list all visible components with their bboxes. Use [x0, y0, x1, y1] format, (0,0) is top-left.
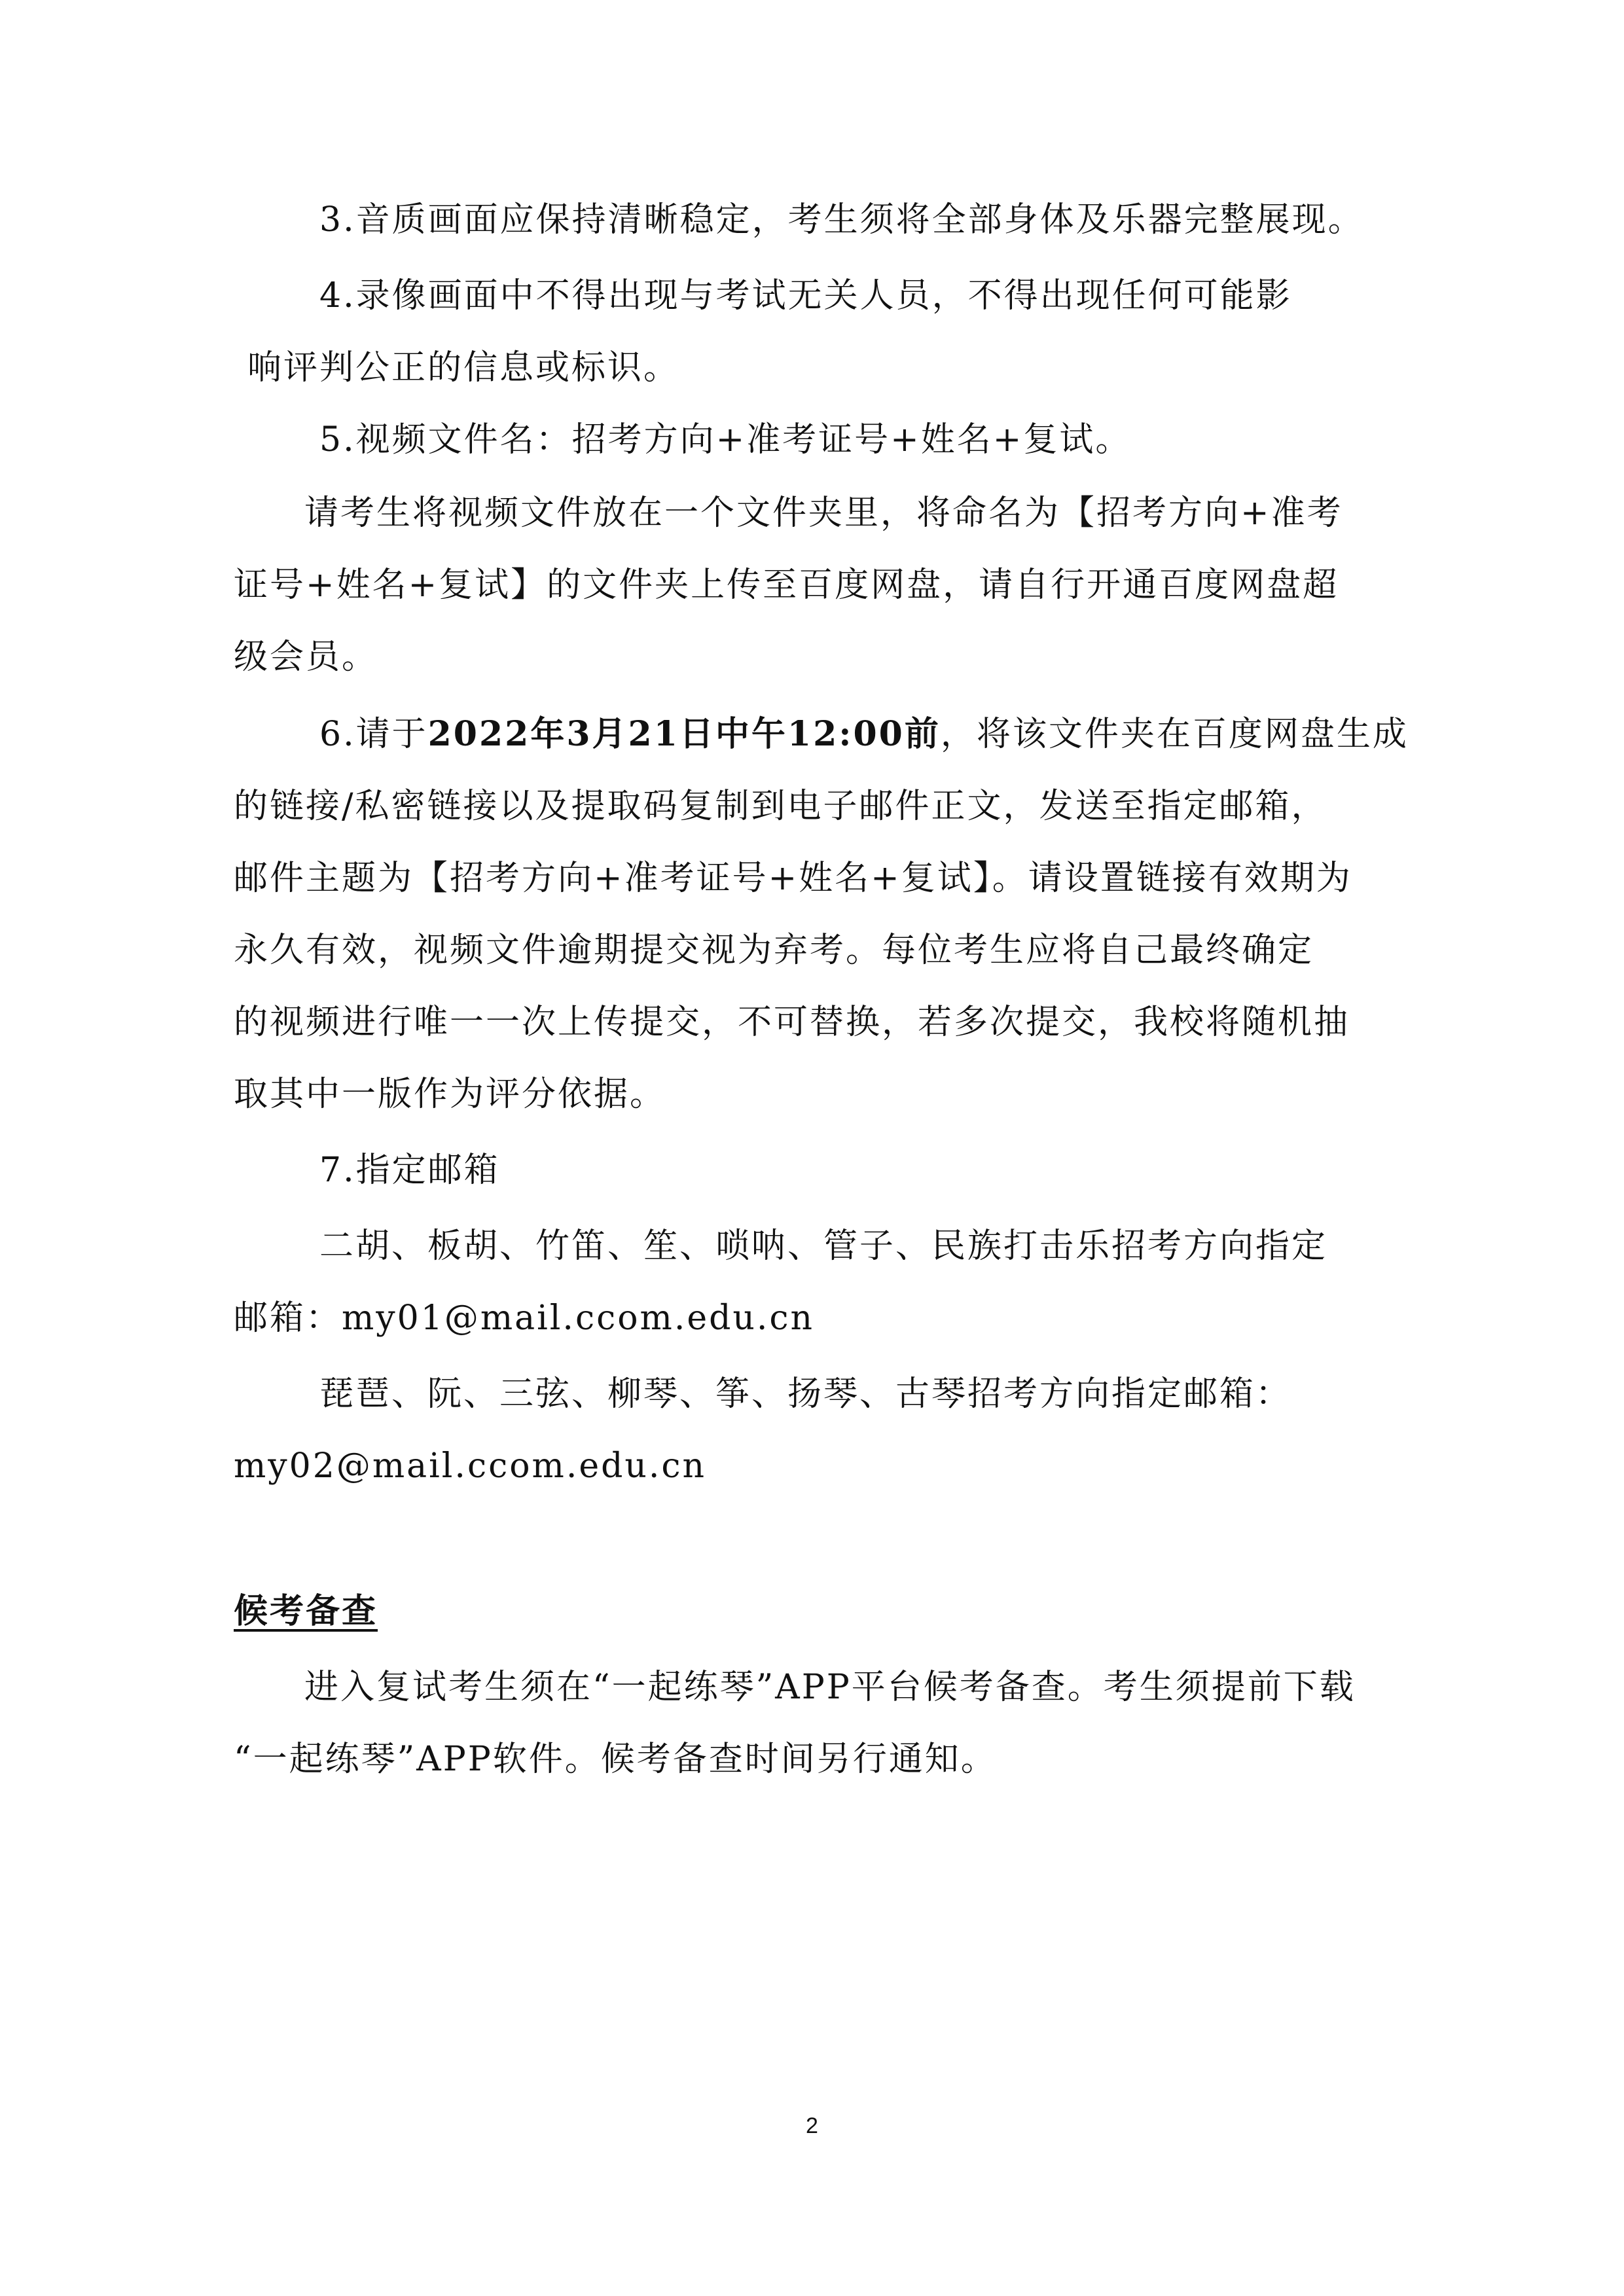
item-6-line-3: 邮件主题为【招考方向+准考证号+姓名+复试】。请设置链接有效期为 [234, 859, 1352, 898]
item-6-line-1 [319, 713, 1409, 755]
item-6-line-2: 的链接/私密链接以及提取码复制到电子邮件正文，发送至指定邮箱， [234, 787, 1327, 826]
item-4-line-2: 响评判公正的信息或标识。 [247, 348, 680, 387]
section-paragraph-line-2: “一起练琴”APP软件。候考备查时间另行通知。 [234, 1740, 997, 1779]
item-7-text: 7.指定邮箱 [319, 1151, 500, 1190]
item-5-text: 5.视频文件名：招考方向+准考证号+姓名+复试。 [319, 420, 1132, 459]
folder-instruction-line-1: 请考生将视频文件放在一个文件夹里，将命名为【招考方向+准考 [304, 493, 1343, 533]
item-6-line-4: 永久有效，视频文件逾期提交视为弃考。每位考生应将自己最终确定 [234, 931, 1314, 970]
item-6-prefix: 6.请于 [319, 715, 428, 754]
item-6-line-6: 取其中一版作为评分依据。 [234, 1075, 666, 1114]
folder-instruction-line-2: 证号+姓名+复试】的文件夹上传至百度网盘，请自行开通百度网盘超 [234, 565, 1339, 605]
item-6-line-5: 的视频进行唯一一次上传提交，不可替换，若多次提交，我校将随机抽 [234, 1003, 1350, 1042]
section-heading: 候考备查 [234, 1591, 378, 1631]
item-6-suffix: ，将该文件夹在百度网盘生成 [940, 715, 1409, 754]
email-1-line-1: 二胡、板胡、竹笛、笙、唢呐、管子、民族打击乐招考方向指定 [319, 1227, 1328, 1266]
email-1-line-2: 邮箱：my01@mail.ccom.edu.cn [234, 1299, 815, 1338]
email-2-line-1: 琵琶、阮、三弦、柳琴、筝、扬琴、古琴招考方向指定邮箱： [319, 1374, 1292, 1414]
email-2-line-2: my02@mail.ccom.edu.cn [234, 1446, 707, 1486]
section-paragraph-line-1: 进入复试考生须在“一起练琴”APP平台候考备查。考生须提前下载 [304, 1668, 1356, 1707]
folder-instruction-line-3: 级会员。 [234, 637, 378, 677]
item-4-line-1: 4.录像画面中不得出现与考试无关人员，不得出现任何可能影 [319, 276, 1292, 315]
item-3-text: 3.音质画面应保持清晰稳定，考生须将全部身体及乐器完整展现。 [319, 200, 1364, 240]
deadline-text: 2022年3月21日中午12:00前 [427, 714, 941, 754]
page-number: 2 [806, 2113, 818, 2138]
